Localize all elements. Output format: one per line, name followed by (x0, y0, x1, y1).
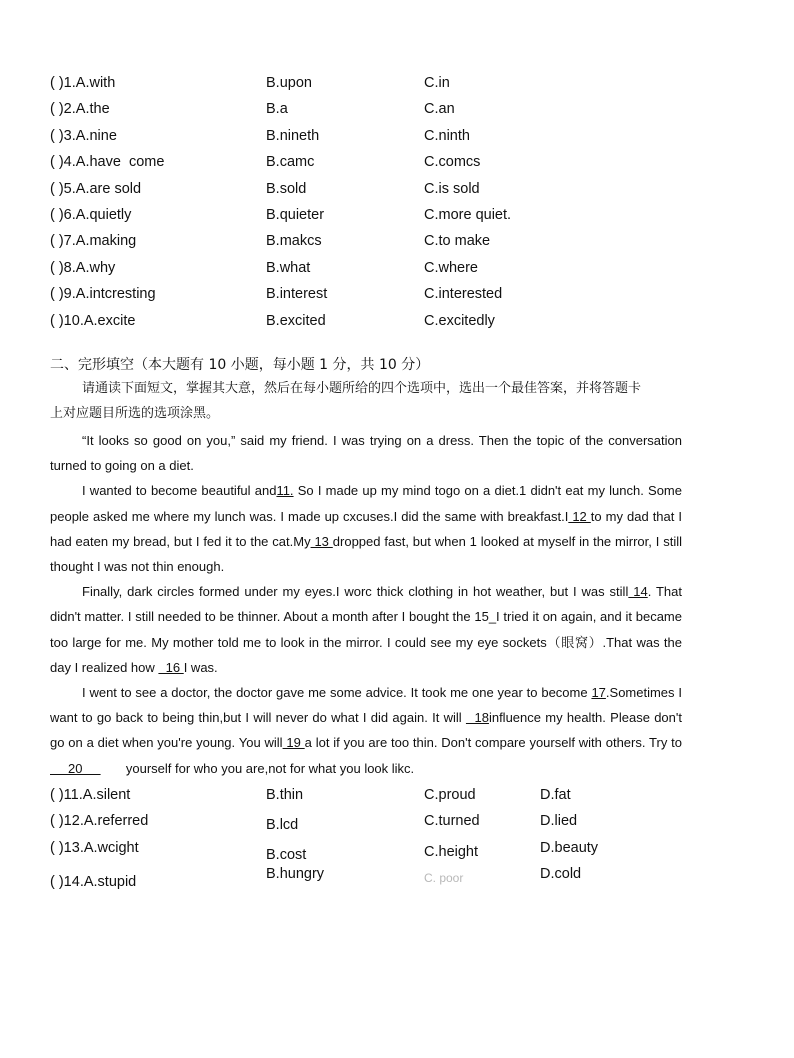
option-b: B.a (266, 101, 288, 117)
option-b: B.excited (266, 313, 326, 329)
text: I wanted to become beautiful and (82, 483, 277, 499)
option-a: ( )5.A.are sold (50, 181, 142, 197)
paragraph-2 (50, 478, 682, 579)
option-c: C.comcs (424, 154, 481, 170)
blank-14: 14 (628, 584, 648, 600)
option-b: B.what (266, 260, 311, 276)
paragraph-4 (50, 680, 682, 781)
option-d: D.lied (540, 813, 578, 829)
option-d: D.cold (540, 866, 582, 882)
blank-11: 11. (276, 483, 294, 499)
option-a: ( )9.A.intcresting (50, 286, 156, 302)
option-b: B.camc (266, 154, 315, 170)
option-b: B.nineth (266, 128, 320, 144)
option-c: C.proud (424, 787, 476, 803)
blank-12: 12 (568, 508, 591, 524)
option-c: C.ninth (424, 128, 470, 144)
option-a: ( )3.A.nine (50, 128, 117, 144)
option-b: B.sold (266, 181, 307, 197)
option-c: C.is sold (424, 181, 480, 197)
option-d: D.fat (540, 787, 571, 803)
option-a: ( )12.A.referred (50, 813, 149, 829)
option-b: B.hungry (266, 866, 325, 882)
blank-13: 13 (310, 533, 333, 549)
option-d: D.beauty (540, 840, 599, 856)
option-a: ( )10.A.excite (50, 313, 136, 329)
paragraph-1: “It looks so good on you,” said my friend. I was trying on a dress. Then the topic of the conversation turned to going on a diet. (50, 433, 682, 474)
option-a: ( )14.A.stupid (50, 874, 137, 890)
blank-17: 17 (591, 685, 606, 701)
option-c: C.more quiet. (424, 207, 512, 223)
text: Finally, dark circles formed under my eyes.I worc thick clothing in hot weather, but I was still (82, 584, 629, 600)
instruction-line-1: 请通读下面短文，掌握其大意，然后在每小题所给的四个选项中，选出一个最佳答案，并将答题卡 (82, 381, 642, 396)
text: influence my health. Please don't go on a diet when you're young. You will (50, 710, 682, 751)
text: to my dad that I had eaten my bread, but I fed it to the cat.My (50, 508, 682, 549)
cloze-passage (50, 428, 682, 781)
paragraph-3 (50, 579, 682, 680)
option-c: C.interested (424, 286, 503, 302)
option-a: ( )8.A.why (50, 260, 116, 276)
option-a: ( )11.A.silent (50, 787, 131, 803)
text: .Sometimes I want to go back to being thin,but I will never do what I did again. It will (50, 685, 682, 726)
section-title: 二、完形填空（本大题有 10 小题，每小题 1 分，共 10 分） (50, 357, 430, 373)
option-c: C. poor (424, 871, 464, 885)
option-c: C.an (424, 101, 455, 117)
instruction-line-2: 上对应题目所选的选项涂黑。 (50, 406, 220, 421)
option-a: ( )1.A.with (50, 75, 116, 91)
text: So I made up my mind togo on a diet.1 didn't eat my lunch. Some people asked me where my lunch was. I made up cxcuses.I did the same with breakfast.I (50, 483, 682, 524)
option-b: B.makcs (266, 233, 322, 249)
text: yourself for who you are,not for what you look likc. (100, 760, 415, 776)
option-a: ( )4.A.have come (50, 154, 165, 170)
option-a: ( )2.A.the (50, 101, 110, 117)
option-c: C.to make (424, 233, 491, 249)
option-c: C.turned (424, 813, 480, 829)
option-c: C.where (424, 260, 478, 276)
blank-16: 16 (158, 659, 184, 675)
text: . That didn't matter. I still needed to be thinner. About a month after I bought the 15_I tried it on again, and it became too large for me. My mother told me to look in the mirror. I could see my eye sockets（眼窝）.That was the day I realized how (50, 584, 682, 675)
text: I went to see a doctor, the doctor gave me some advice. It took me one year to become (82, 685, 588, 701)
option-a: ( )13.A.wcight (50, 840, 139, 856)
blank-19: 19 (282, 735, 305, 751)
blank-20: 20 (50, 760, 101, 776)
text: I was. (183, 659, 218, 675)
option-c: C.excitedly (424, 313, 495, 329)
option-b: B.lcd (266, 817, 299, 833)
option-c: C.in (424, 75, 450, 91)
option-c: C.height (424, 844, 479, 860)
blank-18: 18 (465, 710, 489, 726)
option-a: ( )6.A.quietly (50, 207, 132, 223)
option-b: B.quieter (266, 207, 325, 223)
option-b: B.interest (266, 286, 328, 302)
text: a lot if you are too thin. Don't compare yourself with others. Try to (304, 735, 683, 751)
option-b: B.upon (266, 75, 312, 91)
option-a: ( )7.A.making (50, 233, 137, 249)
text: dropped fast, but when 1 looked at myself in the mirror, I still thought I was not thin enough. (50, 533, 682, 575)
option-b: B.thin (266, 787, 304, 803)
option-b: B.cost (266, 847, 307, 863)
